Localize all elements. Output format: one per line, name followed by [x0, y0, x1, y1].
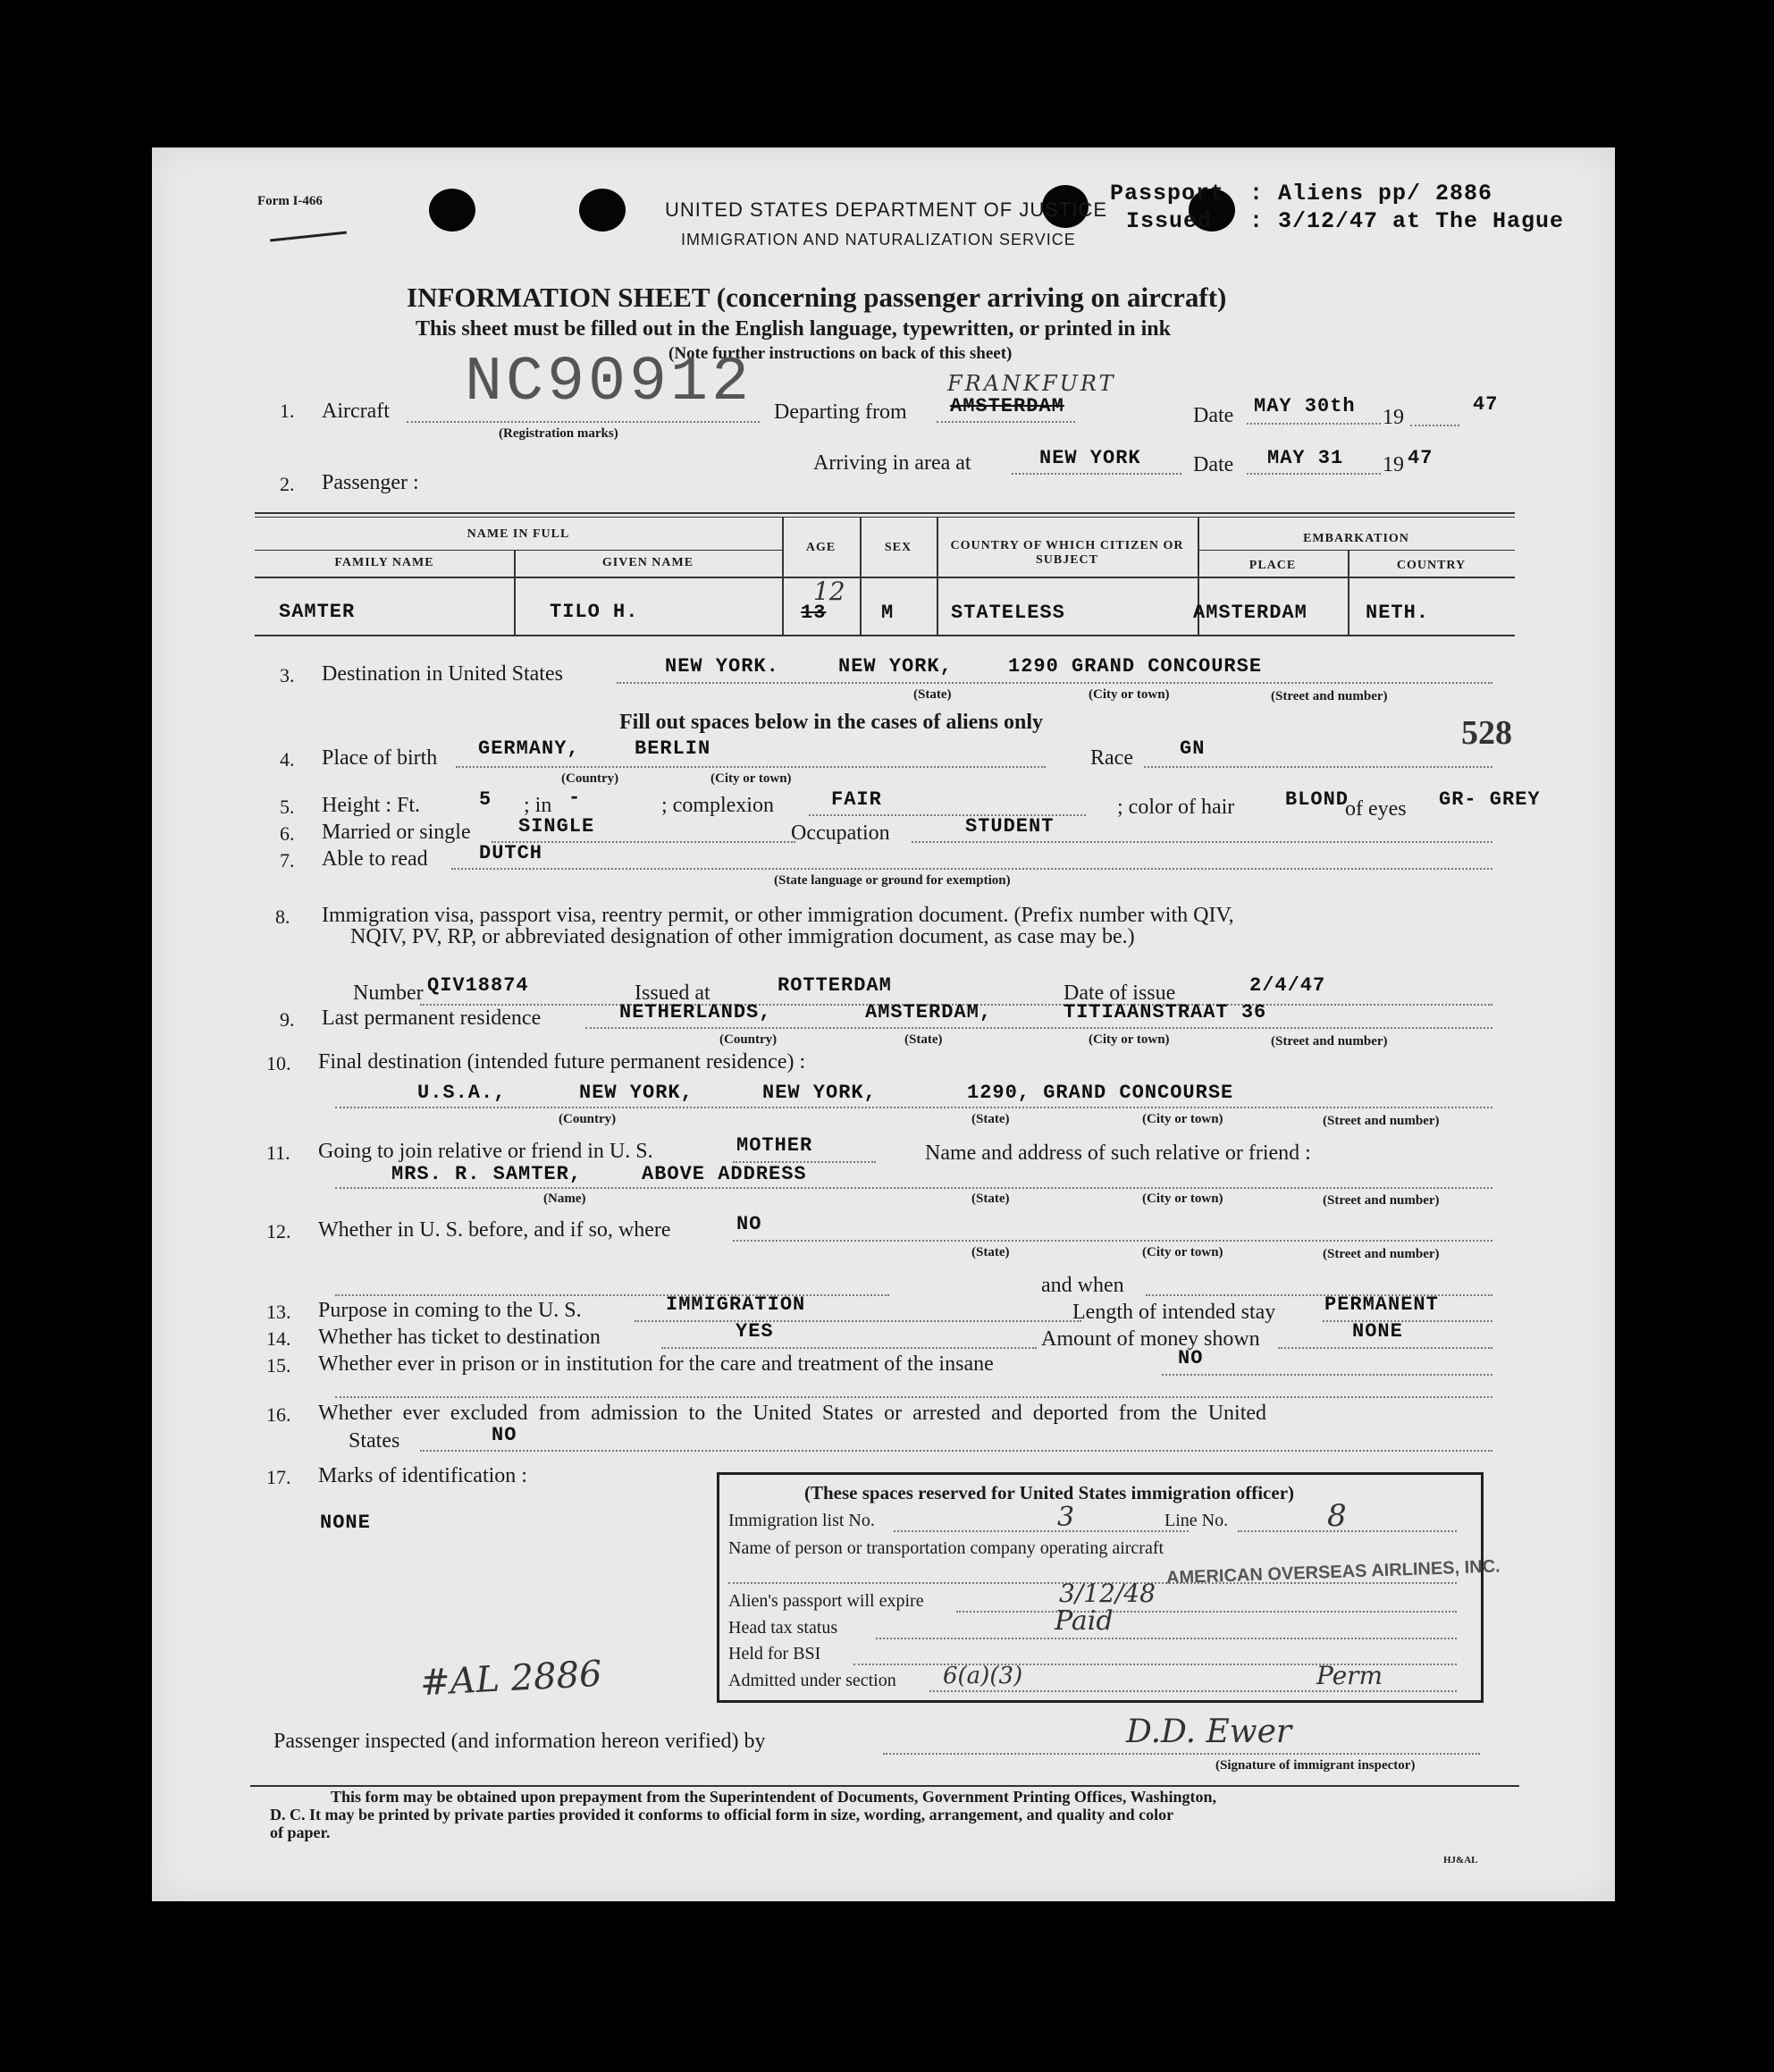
birth-country: GERMANY, — [478, 737, 580, 760]
excluded-value: NO — [492, 1424, 517, 1446]
registration-stamp: NC90912 — [465, 348, 753, 418]
caption-city: (City or town) — [1142, 1192, 1223, 1206]
caption-name: (Name) — [543, 1192, 586, 1206]
footer-text-3: of paper. — [270, 1824, 331, 1841]
form-number: Form I-466 — [257, 194, 323, 208]
caption-city: (City or town) — [1089, 1032, 1170, 1047]
arriving-value: NEW YORK — [1039, 447, 1141, 469]
caption-state: (State) — [971, 1192, 1010, 1206]
registration-caption: (Registration marks) — [499, 426, 618, 441]
sheet-note: (Note further instructions on back of this sheet) — [668, 344, 1013, 363]
race-code: 528 — [1461, 714, 1512, 752]
bsi-label: Held for BSI — [728, 1644, 821, 1663]
complexion-value: FAIR — [831, 788, 882, 811]
passport-value: : Aliens pp/ 2886 — [1249, 181, 1493, 206]
destination-city: NEW YORK, — [838, 655, 953, 678]
departing-handwritten: FRANKFURT — [947, 371, 1116, 396]
departing-line — [937, 421, 1075, 423]
visa-number-label: Number — [353, 981, 424, 1005]
item-number: 4. — [280, 748, 295, 771]
caption-state: (State) — [904, 1032, 943, 1047]
arriving-label: Arriving in area at — [813, 451, 971, 475]
item-number: 7. — [280, 849, 295, 872]
residence-city: TITIAANSTRAAT 36 — [1064, 1001, 1267, 1023]
when-label: and when — [1041, 1274, 1124, 1297]
visa-issued-label: Issued at — [635, 981, 710, 1005]
residence-label: Last permanent residence — [322, 1007, 542, 1030]
issued-label: Issued — [1126, 208, 1213, 234]
caption-city: (City or town) — [1089, 687, 1170, 702]
read-label: Able to read — [322, 847, 428, 871]
occupation-value: STUDENT — [965, 815, 1055, 838]
prison-label: Whether ever in prison or in institution for the care and treatment of the insane — [318, 1352, 994, 1376]
stay-value: PERMANENT — [1324, 1293, 1439, 1316]
officer-box — [717, 1472, 1501, 1703]
relative-name-label: Name and address of such relative or friend : — [925, 1141, 1311, 1165]
race-label: Race — [1090, 746, 1133, 770]
item-number: 17. — [266, 1466, 291, 1488]
caption-country: (Country) — [561, 771, 619, 786]
citizenship: STATELESS — [951, 602, 1065, 624]
arr-date-line — [1247, 473, 1381, 475]
item-number: 5. — [280, 796, 295, 818]
caption-street: (Street and number) — [1271, 689, 1388, 703]
aircraft-line — [407, 421, 760, 423]
inches-label: ; in — [524, 794, 552, 817]
item-number: 6. — [280, 822, 295, 845]
final-street: 1290, GRAND CONCOURSE — [967, 1082, 1234, 1104]
visa-date: 2/4/47 — [1249, 974, 1326, 997]
signature-caption: (Signature of immigrant inspector) — [1215, 1758, 1416, 1773]
tax-value: Paid — [1055, 1605, 1114, 1637]
pen-mark — [270, 232, 347, 242]
eyes-value: GR- GREY — [1439, 788, 1541, 811]
item-number: 8. — [275, 905, 290, 928]
visa-number: QIV18874 — [427, 974, 529, 997]
passport-label: Passport — [1110, 181, 1225, 206]
caption-state: (State) — [913, 687, 952, 702]
occupation-label: Occupation — [791, 821, 890, 845]
department-name: UNITED STATES DEPARTMENT OF JUSTICE — [665, 198, 1108, 221]
header-sex: SEX — [884, 541, 912, 554]
read-caption: (State language or ground for exemption) — [774, 873, 1011, 888]
officer-box-title: (These spaces reserved for United States immigration officer) — [804, 1482, 1295, 1503]
section-value: 6(a)(3) — [943, 1663, 1023, 1689]
ticket-label: Whether has ticket to destination — [318, 1326, 601, 1349]
marks-label: Marks of identification : — [318, 1464, 527, 1487]
purpose-value: IMMIGRATION — [666, 1293, 806, 1316]
footer-code: HJ&AL — [1443, 1855, 1478, 1866]
caption-country: (Country) — [559, 1112, 617, 1126]
arrival-date: MAY 31 — [1267, 447, 1344, 469]
line-label: Line No. — [1164, 1511, 1229, 1530]
caption-state: (State) — [971, 1245, 1010, 1259]
destination-state: NEW YORK. — [665, 655, 779, 678]
company-value: AMERICAN OVERSEAS AIRLINES, INC. — [1165, 1556, 1501, 1588]
departing-label: Departing from — [774, 400, 907, 424]
issued-value: : 3/12/47 at The Hague — [1249, 208, 1565, 234]
item-number: 15. — [266, 1354, 291, 1377]
money-label: Amount of money shown — [1041, 1327, 1260, 1351]
date-label: Date — [1193, 404, 1234, 427]
married-value: SINGLE — [518, 815, 595, 838]
birth-label: Place of birth — [322, 746, 438, 770]
marks-value: NONE — [320, 1512, 371, 1534]
caption-street: (Street and number) — [1323, 1193, 1440, 1208]
hair-value: BLOND — [1285, 788, 1349, 811]
caption-city: (City or town) — [1142, 1245, 1223, 1259]
item-number: 13. — [266, 1301, 291, 1323]
birth-city: BERLIN — [635, 737, 711, 760]
before-label: Whether in U. S. before, and if so, where — [318, 1218, 671, 1242]
information-sheet — [152, 147, 1615, 1901]
ticket-value: YES — [736, 1320, 774, 1343]
race-value: GN — [1180, 737, 1206, 760]
destination-street: 1290 GRAND CONCOURSE — [1008, 655, 1263, 678]
item-number: 9. — [280, 1008, 295, 1031]
list-label: Immigration list No. — [728, 1511, 875, 1530]
caption-state: (State) — [971, 1112, 1010, 1126]
money-value: NONE — [1352, 1320, 1403, 1343]
family-name: SAMTER — [279, 601, 356, 623]
embarkation-place: AMSTERDAM — [1193, 602, 1307, 624]
header-given-name: GIVEN NAME — [601, 556, 694, 569]
stay-label: Length of intended stay — [1072, 1301, 1276, 1324]
expire-label: Alien's passport will expire — [728, 1591, 924, 1611]
departing-struck: AMSTERDAM — [950, 395, 1064, 417]
tax-label: Head tax status — [728, 1618, 838, 1638]
year-line — [1410, 425, 1459, 426]
section-label: Admitted under section — [728, 1671, 896, 1690]
footer-text-2: D. C. It may be printed by private parties provided it conforms to official form in size, wording, arrangement, and quality and color — [270, 1806, 1174, 1824]
punch-hole — [429, 189, 475, 232]
sheet-title: INFORMATION SHEET (concerning passenger arriving on aircraft) — [407, 282, 1227, 313]
arrival-year-prefix: 19 — [1383, 453, 1404, 476]
item-number: 16. — [266, 1403, 291, 1426]
caption-city: (City or town) — [710, 771, 792, 786]
residence-country: NETHERLANDS, — [619, 1001, 772, 1023]
age-struck: 13 — [801, 602, 827, 624]
final-label: Final destination (intended future permanent residence) : — [318, 1050, 806, 1074]
final-city: NEW YORK, — [762, 1082, 877, 1104]
age-handwritten: 12 — [813, 577, 845, 606]
departure-year: 47 — [1473, 393, 1499, 416]
sex: M — [881, 602, 895, 624]
item-number: 3. — [280, 664, 295, 686]
sheet-subtitle: This sheet must be filled out in the English language, typewritten, or printed in ink — [416, 317, 1171, 341]
caption-street: (Street and number) — [1323, 1114, 1440, 1128]
list-value: 3 — [1057, 1502, 1075, 1533]
item-number: 10. — [266, 1052, 291, 1074]
final-state: NEW YORK, — [579, 1082, 694, 1104]
aircraft-label: Aircraft — [322, 400, 390, 423]
header-age: AGE — [805, 541, 837, 554]
handwritten-reference: #AL 2886 — [418, 1653, 603, 1705]
final-country: U.S.A., — [417, 1082, 507, 1104]
join-label: Going to join relative or friend in U. S. — [318, 1140, 653, 1163]
inspector-signature: D.D. Ewer — [1126, 1714, 1292, 1750]
visa-date-label: Date of issue — [1064, 981, 1176, 1005]
arriving-line — [1012, 473, 1181, 475]
header-embarkation: EMBARKATION — [1303, 532, 1409, 545]
visa-issued-at: ROTTERDAM — [778, 974, 892, 997]
excluded-label-1: Whether ever excluded from admission to the United States or arrested and deported from the United — [318, 1402, 1267, 1425]
relative-address: ABOVE ADDRESS — [642, 1163, 807, 1185]
expire-value: 3/12/48 — [1059, 1579, 1156, 1608]
year-prefix: 19 — [1383, 406, 1404, 429]
date-line — [1247, 423, 1381, 425]
header-place: PLACE — [1249, 559, 1297, 572]
item-number: 2. — [280, 473, 295, 495]
aliens-heading: Fill out spaces below in the cases of aliens only — [619, 711, 1044, 734]
caption-street: (Street and number) — [1271, 1034, 1388, 1049]
join-value: MOTHER — [736, 1134, 813, 1157]
item-number: 12. — [266, 1220, 291, 1242]
hair-label: ; color of hair — [1117, 796, 1235, 819]
caption-country: (Country) — [719, 1032, 778, 1047]
complexion-label: ; complexion — [661, 794, 774, 817]
punch-hole — [579, 189, 626, 232]
married-label: Married or single — [322, 821, 471, 844]
section-extra: Perm — [1316, 1661, 1383, 1690]
read-value: DUTCH — [479, 842, 543, 864]
eyes-label: of eyes — [1345, 797, 1407, 821]
header-family-name: FAMILY NAME — [334, 556, 434, 569]
height-feet: 5 — [479, 788, 492, 811]
excluded-label-2: States — [349, 1429, 400, 1453]
item-number: 1. — [280, 400, 295, 422]
purpose-label: Purpose in coming to the U. S. — [318, 1299, 582, 1322]
footer-text-1: This form may be obtained upon prepayment from the Superintendent of Documents, Government Printing Offices, Washington, — [331, 1788, 1217, 1806]
arrival-year: 47 — [1408, 447, 1433, 469]
company-label: Name of person or transportation company operating aircraft — [728, 1538, 1164, 1558]
caption-street: (Street and number) — [1323, 1247, 1440, 1261]
item-number: 11. — [266, 1141, 290, 1164]
header-name-in-full: NAME IN FULL — [467, 527, 570, 541]
header-citizenship: COUNTRY OF WHICH CITIZEN OR SUBJECT — [950, 539, 1184, 567]
visa-text-1: Immigration visa, passport visa, reentry permit, or other immigration document. (Prefix number with QIV, — [322, 904, 1234, 927]
residence-state: AMSTERDAM, — [865, 1001, 993, 1023]
departure-date: MAY 30th — [1254, 395, 1356, 417]
passenger-label: Passenger : — [322, 471, 419, 494]
before-value: NO — [736, 1213, 762, 1235]
visa-text-2: NQIV, PV, RP, or abbreviated designation of other immigration document, as case may be.) — [350, 925, 1135, 948]
destination-label: Destination in United States — [322, 662, 563, 686]
prison-value: NO — [1178, 1347, 1204, 1369]
caption-city: (City or town) — [1142, 1112, 1223, 1126]
relative-name: MRS. R. SAMTER, — [391, 1163, 583, 1185]
service-name: IMMIGRATION AND NATURALIZATION SERVICE — [681, 231, 1076, 248]
height-label: Height : Ft. — [322, 794, 421, 817]
arrival-date-label: Date — [1193, 453, 1234, 476]
height-inches: - — [568, 787, 582, 809]
given-name: TILO H. — [550, 601, 639, 623]
inspected-label: Passenger inspected (and information hereon verified) by — [273, 1730, 766, 1753]
line-value: 8 — [1327, 1498, 1347, 1534]
header-country: COUNTRY — [1396, 559, 1467, 572]
embarkation-country: NETH. — [1366, 602, 1430, 624]
item-number: 14. — [266, 1327, 291, 1350]
